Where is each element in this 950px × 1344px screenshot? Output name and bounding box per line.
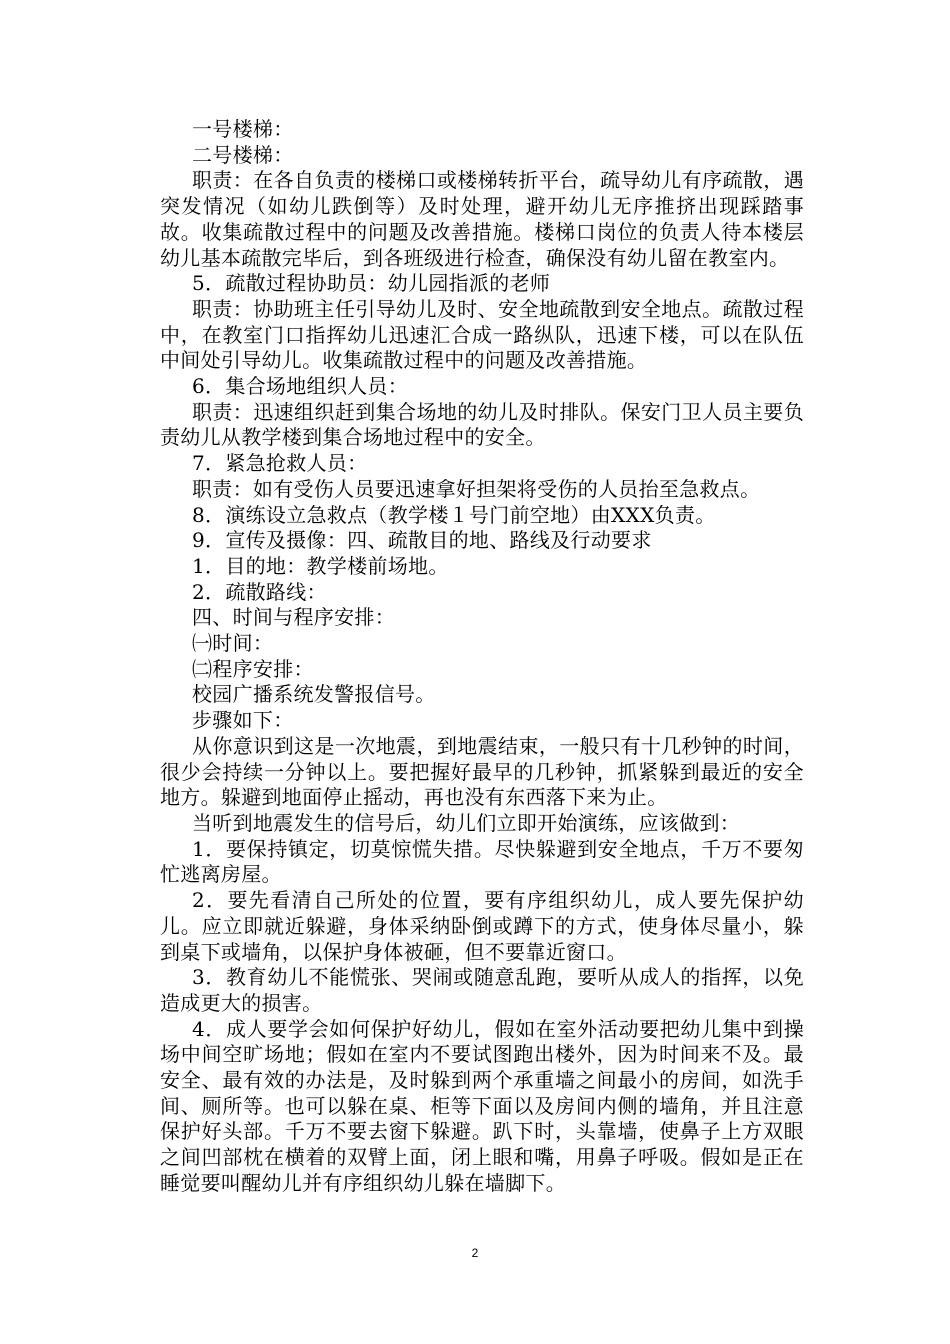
paragraph: 校园广播系统发警报信号。 (192, 682, 436, 707)
paragraph: 8．演练设立急救点（教学楼１号门前空地）由XXX负责。 (192, 502, 716, 527)
paragraph: ㈠时间： (192, 631, 274, 656)
paragraph: 四、时间与程序安排： (192, 605, 395, 630)
paragraph: 1．要保持镇定，切莫惊慌失措。尽快躲避到安全地点，千万不要匆忙逃离房屋。 (160, 836, 804, 887)
paragraph: 2．疏散路线： (192, 579, 327, 604)
paragraph: 3．教育幼儿不能慌张、哭闹或随意乱跑，要听从成人的指挥，以免造成更大的损害。 (160, 965, 804, 1015)
paragraph: 职责：在各自负责的楼梯口或楼梯转折平台，疏导幼儿有序疏散，遇突发情况（如幼儿跌倒等）及时处理，避开幼儿无序推挤出现踩踏事故。收集疏散过程中的问题及改善措施。楼梯口岗位的负责人待本楼层幼儿基本疏散完毕后，到各班级进行检查，确保没有幼儿留在教室内。 (160, 168, 804, 270)
paragraph: 6．集合场地组织人员： (192, 374, 409, 399)
paragraph: 一号楼梯： (192, 117, 294, 141)
paragraph: 职责：协助班主任引导幼儿及时、安全地疏散到安全地点。疏散过程中，在教室门口指挥幼儿迅速汇合成一路纵队，迅速下楼，可以在队伍中间处引导幼儿。收集疏散过程中的问题及改善措施。 (160, 296, 804, 373)
paragraph: 9．宣传及摄像：四、疏散目的地、路线及行动要求 (192, 528, 652, 553)
paragraph: 职责：如有受伤人员要迅速拿好担架将受伤的人员抬至急救点。 (192, 476, 761, 501)
paragraph: 2．要先看清自己所处的位置，要有序组织幼儿，成人要先保护幼儿。应立即就近躲避，身体采纳卧倒或蹲下的方式，使身体尽量小，躲到桌下或墙角，以保护身体被砸，但不要靠近窗口。 (160, 888, 804, 964)
paragraph: 当听到地震发生的信号后，幼儿们立即开始演练，应该做到： (192, 810, 741, 835)
paragraph: 5．疏散过程协助员：幼儿园指派的老师 (192, 271, 551, 296)
paragraph: 二号楼梯： (192, 142, 294, 167)
paragraph: 7．紧急抢救人员： (192, 451, 368, 476)
paragraph: 4．成人要学会如何保护好幼儿，假如在室外活动要把幼儿集中到操场中间空旷场地；假如在室内不要试图跑出楼外，因为时间来不及。最安全、最有效的办法是，及时躲到两个承重墙之间最小的房间，如洗手间、厕所等。也可以躲在桌、柜等下面以及房间内侧的墙角，并且注意保护好头部。千万不要去窗下躲避。趴下时，头靠墙，使鼻子上方双眼之间凹部枕在横着的双臂上面，闭上眼和嘴，用鼻子呼吸。假如是正在睡觉要叫醒幼儿并有序组织幼儿躲在墙脚下。 (160, 1016, 804, 1195)
paragraph: 步骤如下： (192, 708, 294, 733)
paragraph: 职责：迅速组织赶到集合场地的幼儿及时排队。保安门卫人员主要负责幼儿从教学楼到集合场地过程中的安全。 (160, 399, 804, 450)
paragraph: 1．目的地：教学楼前场地。 (192, 553, 449, 578)
page-number: 2 (471, 1246, 479, 1260)
document-body (160, 117, 804, 1197)
paragraph: 从你意识到这是一次地震，到地震结束，一般只有十几秒钟的时间，很少会持续一分钟以上。要把握好最早的几秒钟，抓紧躲到最近的安全地方。躲避到地面停止摇动，再也没有东西落下来为止。 (160, 733, 804, 810)
paragraph: ㈡程序安排： (192, 656, 314, 681)
